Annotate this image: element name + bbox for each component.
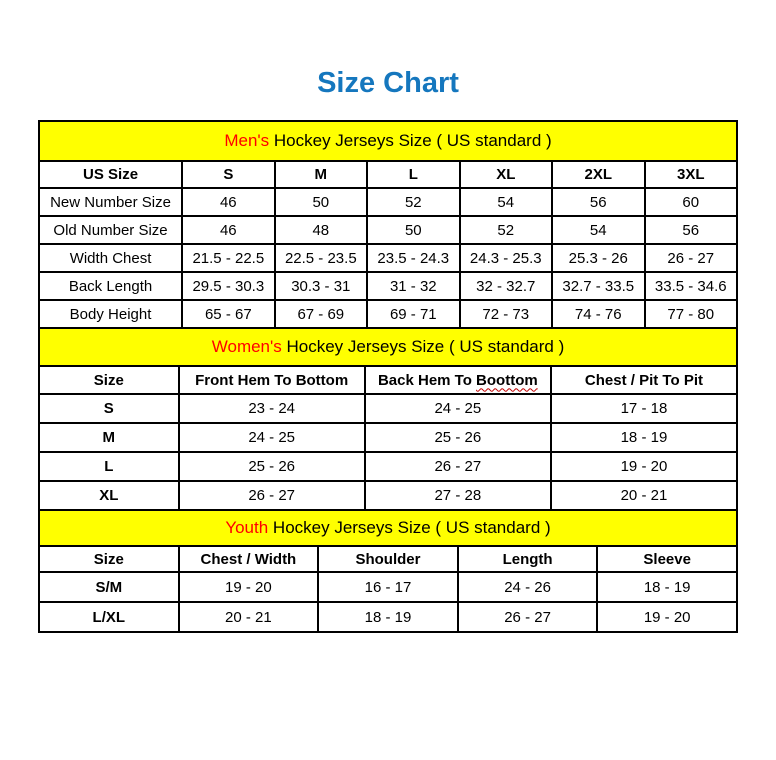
size-cell: 56 — [645, 216, 738, 244]
size-cell: 18 - 19 — [551, 423, 737, 452]
size-cell: 50 — [275, 188, 367, 216]
size-cell: 30.3 - 31 — [275, 272, 367, 300]
table-row — [39, 481, 737, 510]
size-cell: 18 - 19 — [597, 572, 737, 602]
column-header: Sleeve — [597, 546, 737, 572]
row-label: Body Height — [39, 300, 182, 328]
column-header: L — [367, 161, 459, 188]
size-cell: 32 - 32.7 — [460, 272, 552, 300]
table-row — [39, 572, 737, 602]
size-cell: 27 - 28 — [365, 481, 551, 510]
row-label: S — [39, 394, 179, 423]
table-row — [39, 452, 737, 481]
size-table-youth — [38, 509, 738, 633]
size-cell: 25.3 - 26 — [552, 244, 644, 272]
table-heading-highlight: Men's — [224, 131, 270, 150]
column-header: Chest / Pit To Pit — [551, 366, 737, 394]
size-cell: 24.3 - 25.3 — [460, 244, 552, 272]
size-cell: 46 — [182, 216, 274, 244]
table-row — [39, 423, 737, 452]
size-cell: 18 - 19 — [318, 602, 458, 632]
size-cell: 19 - 20 — [597, 602, 737, 632]
size-cell: 26 - 27 — [179, 481, 365, 510]
size-cell: 54 — [460, 188, 552, 216]
size-cell: 22.5 - 23.5 — [275, 244, 367, 272]
row-label: M — [39, 423, 179, 452]
page-title: Size Chart — [317, 67, 459, 99]
row-label: New Number Size — [39, 188, 182, 216]
table-heading — [39, 121, 737, 161]
table-heading-text: Hockey Jerseys Size ( US standard ) — [281, 337, 565, 356]
column-header: 2XL — [552, 161, 644, 188]
table-heading-highlight: Youth — [225, 518, 269, 537]
table-row — [39, 272, 737, 300]
size-cell: 20 - 21 — [551, 481, 737, 510]
table-row — [39, 188, 737, 216]
size-cell: 50 — [367, 216, 459, 244]
table-row — [39, 216, 737, 244]
size-cell: 56 — [552, 188, 644, 216]
size-cell: 74 - 76 — [552, 300, 644, 328]
size-cell: 26 - 27 — [365, 452, 551, 481]
size-cell: 23.5 - 24.3 — [367, 244, 459, 272]
size-cell: 60 — [645, 188, 738, 216]
size-cell: 48 — [275, 216, 367, 244]
row-label: L/XL — [39, 602, 179, 632]
row-label: S/M — [39, 572, 179, 602]
column-header: 3XL — [645, 161, 738, 188]
size-cell: 29.5 - 30.3 — [182, 272, 274, 300]
size-cell: 31 - 32 — [367, 272, 459, 300]
size-cell: 21.5 - 22.5 — [182, 244, 274, 272]
size-cell: 17 - 18 — [551, 394, 737, 423]
table-row — [39, 394, 737, 423]
size-cell: 69 - 71 — [367, 300, 459, 328]
row-label: Old Number Size — [39, 216, 182, 244]
size-cell: 32.7 - 33.5 — [552, 272, 644, 300]
column-header: Length — [458, 546, 598, 572]
column-header: US Size — [39, 161, 182, 188]
size-table-mens — [38, 120, 738, 329]
column-header: Size — [39, 366, 179, 394]
column-header: XL — [460, 161, 552, 188]
row-label: L — [39, 452, 179, 481]
size-cell: 52 — [460, 216, 552, 244]
column-header: M — [275, 161, 367, 188]
table-row — [39, 244, 737, 272]
size-cell: 72 - 73 — [460, 300, 552, 328]
size-cell: 19 - 20 — [551, 452, 737, 481]
row-label: Back Length — [39, 272, 182, 300]
size-cell: 33.5 - 34.6 — [645, 272, 738, 300]
table-row — [39, 300, 737, 328]
size-cell: 26 - 27 — [458, 602, 598, 632]
size-cell: 19 - 20 — [179, 572, 319, 602]
size-cell: 24 - 25 — [179, 423, 365, 452]
column-header: Front Hem To Bottom — [179, 366, 365, 394]
size-chart-tables — [38, 120, 738, 633]
column-header: Size — [39, 546, 179, 572]
size-cell: 24 - 26 — [458, 572, 598, 602]
row-label: Width Chest — [39, 244, 182, 272]
size-cell: 46 — [182, 188, 274, 216]
size-cell: 24 - 25 — [365, 394, 551, 423]
column-header: Chest / Width — [179, 546, 319, 572]
misspelled-word: Boottom — [476, 371, 538, 389]
size-cell: 65 - 67 — [182, 300, 274, 328]
table-row — [39, 602, 737, 632]
table-heading — [39, 328, 737, 366]
row-label: XL — [39, 481, 179, 510]
table-heading-highlight: Women's — [211, 337, 282, 356]
size-cell: 52 — [367, 188, 459, 216]
size-cell: 54 — [552, 216, 644, 244]
table-heading-text: Hockey Jerseys Size ( US standard ) — [269, 131, 552, 150]
table-heading — [39, 510, 737, 546]
size-cell: 26 - 27 — [645, 244, 738, 272]
column-header: Back Hem To Boottom — [365, 366, 551, 394]
column-header: S — [182, 161, 274, 188]
size-cell: 67 - 69 — [275, 300, 367, 328]
size-cell: 23 - 24 — [179, 394, 365, 423]
column-header: Shoulder — [318, 546, 458, 572]
size-cell: 25 - 26 — [365, 423, 551, 452]
size-cell: 20 - 21 — [179, 602, 319, 632]
size-table-womens — [38, 327, 738, 511]
table-heading-text: Hockey Jerseys Size ( US standard ) — [268, 518, 551, 537]
size-cell: 25 - 26 — [179, 452, 365, 481]
size-cell: 77 - 80 — [645, 300, 738, 328]
size-cell: 16 - 17 — [318, 572, 458, 602]
